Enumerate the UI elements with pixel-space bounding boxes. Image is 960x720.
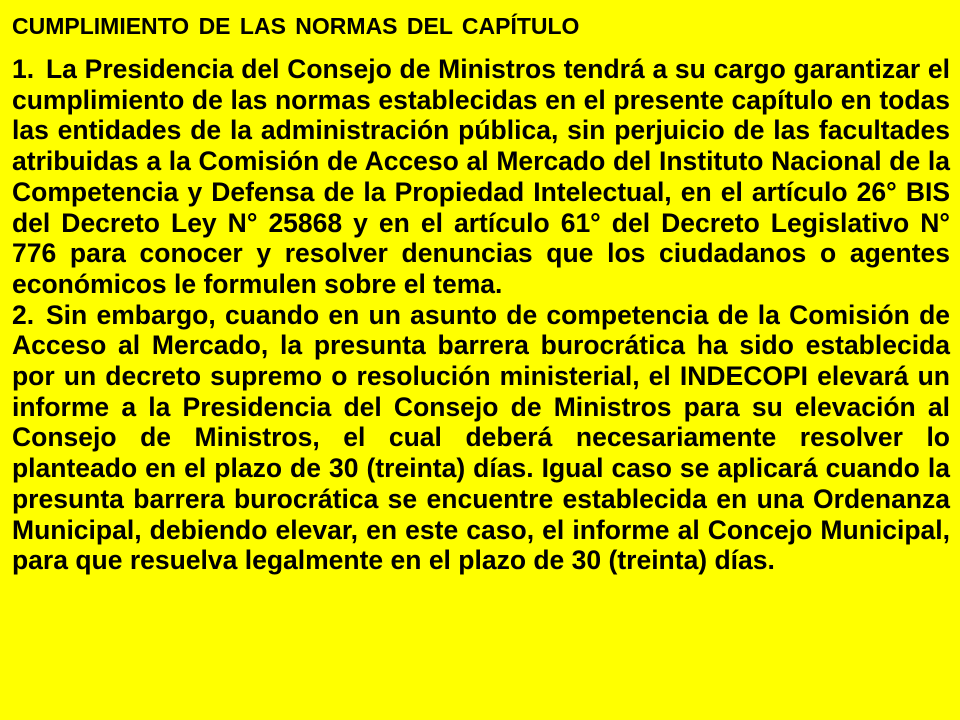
page-title: CUMPLIMIENTO DE LAS NORMAS DEL CAPÍTULO	[12, 13, 580, 39]
paragraph-1-number: 1.	[12, 54, 35, 84]
paragraph-2-text: Sin embargo, cuando en un asunto de competencia de la Comisión de Acceso al Mercado, la presunta barrera burocrática ha sido establecida por un decreto supremo o resolución ministerial, el INDECOPI elevará un informe a la Presidencia del Consejo de Ministros para su elevación al Consejo de Ministros, el cual deberá necesariamente resolver lo planteado en el plazo de 30 (treinta) días. Igual caso se aplicará cuando la presunta barrera burocrática se encuentre establecida en una Ordenanza Municipal, debiendo elevar, en este caso, el informe al Concejo Municipal, para que resuelva legalmente en el plazo de 30 (treinta) días.	[12, 299, 950, 576]
paragraph-2-number: 2.	[12, 299, 35, 330]
document-page	[12, 12, 950, 576]
paragraph-1	[12, 54, 950, 300]
paragraph-1-text: La Presidencia del Consejo de Ministros tendrá a su cargo garantizar el cumplimiento de las normas establecidas en el presente capítulo en todas las entidades de la administración pública, sin perjuicio de las facultades atribuidas a la Comisión de Acceso al Mercado del Instituto Nacional de la Competencia y Defensa de la Propiedad Intelectual, en el artículo 26° BIS del Decreto Ley N° 25868 y en el artículo 61° del Decreto Legislativo N° 776 para conocer y resolver denuncias que los ciudadanos o agentes económicos le formulen sobre el tema.	[12, 54, 950, 299]
paragraph-2	[12, 300, 950, 576]
